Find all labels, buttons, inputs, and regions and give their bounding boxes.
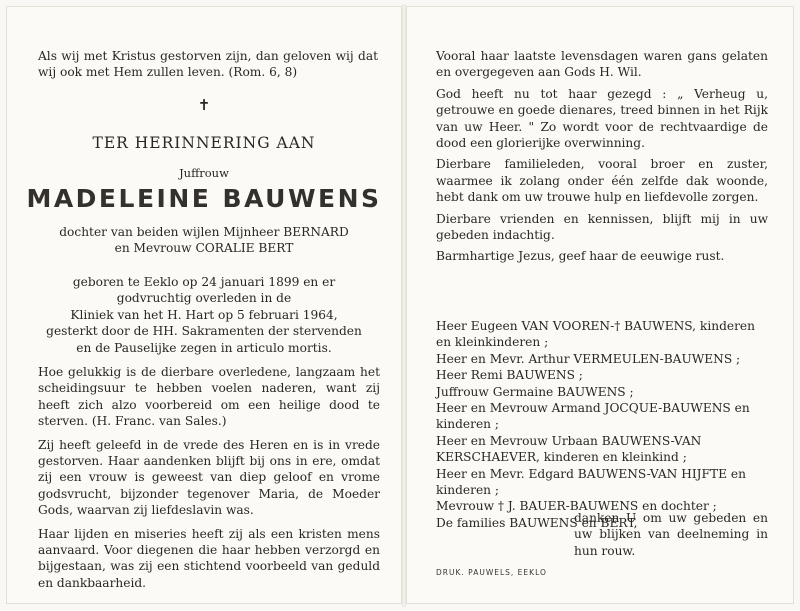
birth-line: gesterkt door de HH. Sakramenten der stervenden bbox=[46, 324, 362, 339]
paragraph: God heeft nu tot haar gezegd : „ Verheug u, getrouwe en goede dienares, treed binnen in het Rijk van uw Heer. " Zo wordt voor de rechtvaardige de dood een glorierijke overwinning. bbox=[436, 86, 768, 151]
paragraph: Zij heeft geleefd in de vrede des Heren en is in vrede gestorven. Haar aandenken blijft bij ons in ere, omdat zij een vrouw is geweest van diep geloof en vrome godsvrucht, bijzonder tegenover Maria, de Moeder Gods, waarvan zij liefdeslavin was. bbox=[38, 437, 380, 518]
mourner-entry: Heer en Mevrouw Urbaan BAUWENS-VAN KERSCHAEVER, kinderen en kleinkind ; bbox=[436, 433, 702, 465]
thanks-text: danken U om uw gebeden en uw blijken van deelneming in hun rouw. bbox=[574, 511, 768, 558]
mourner-entry: Heer Eugeen VAN VOOREN-† BAUWENS, kinderen en kleinkinderen ; bbox=[436, 319, 755, 350]
paragraph: Dierbare familieleden, vooral broer en zuster, waarmee ik zolang onder één zelfde dak woonde, hebt dank om uw trouwe hulp en liefdevolle zorgen. bbox=[436, 157, 768, 205]
mourner-entry: Juffrouw Germaine BAUWENS ; bbox=[436, 384, 634, 399]
parents-line: dochter van beiden wijlen Mijnheer BERNARD bbox=[59, 225, 349, 239]
printer-credit: DRUK. PAUWELS, EEKLO bbox=[436, 568, 547, 577]
birth-death-info bbox=[26, 274, 382, 356]
paragraph: Dierbare vrienden en kennissen, blijft mij in uw gebeden indachtig. bbox=[436, 211, 768, 243]
mourner-entry: Heer en Mevr. Edgard BAUWENS-VAN HIJFTE en kinderen ; bbox=[436, 466, 746, 498]
mourner-entry: Heer en Mevrouw Armand JOCQUE-BAUWENS en kinderen ; bbox=[436, 401, 750, 432]
mourner-entry: Heer Remi BAUWENS ; bbox=[436, 368, 583, 383]
cross-icon: ✝ bbox=[197, 96, 211, 114]
birth-line: en de Pauselijke zegen in articulo mortis. bbox=[76, 340, 332, 355]
remembrance-heading: TER HERINNERING AAN bbox=[92, 134, 316, 152]
parents-info bbox=[26, 224, 382, 257]
paragraph: Barmhartige Jezus, geef haar de eeuwige rust. bbox=[436, 249, 725, 264]
bible-quote: Als wij met Kristus gestorven zijn, dan geloven wij dat wij ook met Hem zullen leven. (Rom. 6, 8) bbox=[38, 49, 378, 80]
birth-line: geboren te Eeklo op 24 januari 1899 en er bbox=[72, 275, 336, 289]
mourner-entry: Mevrouw † J. BAUER-BAUWENS en dochter ; bbox=[436, 499, 717, 514]
parents-line: en Mevrouw CORALIE BERT bbox=[114, 241, 294, 256]
left-page bbox=[6, 6, 402, 604]
mourners-list bbox=[436, 318, 768, 531]
birth-line: Kliniek van het H. Hart op 5 februari 1964, bbox=[70, 307, 338, 322]
deceased-name: MADELEINE BAUWENS bbox=[26, 184, 382, 213]
left-body-text bbox=[38, 364, 380, 598]
right-body-text bbox=[436, 48, 768, 270]
paragraph: Vooral haar laatste levensdagen waren gans gelaten en overgegeven aan Gods H. Wil. bbox=[436, 49, 768, 80]
paragraph: Haar lijden en miseries heeft zij als een kristen mens aanvaard. Voor diegenen die haar hebben verzorgd en bijgestaan, was zij een stichtend voorbeeld van geduld en dankbaarheid. bbox=[38, 526, 380, 590]
mourner-entry: De families BAUWENS en BERT, bbox=[436, 515, 638, 530]
right-page bbox=[406, 6, 794, 604]
paragraph: Hoe gelukkig is de dierbare overledene, langzaam het scheidingsuur te hebben voelen naderen, want zij heeft zich alzo voorbereid om een heilige dood te sterven. (H. Franc. van Sales.) bbox=[38, 365, 380, 429]
title-prefix: Juffrouw bbox=[179, 166, 229, 180]
mourner-entry: Heer en Mevr. Arthur VERMEULEN-BAUWENS ; bbox=[436, 351, 741, 366]
birth-line: godvruchtig overleden in de bbox=[116, 291, 292, 306]
